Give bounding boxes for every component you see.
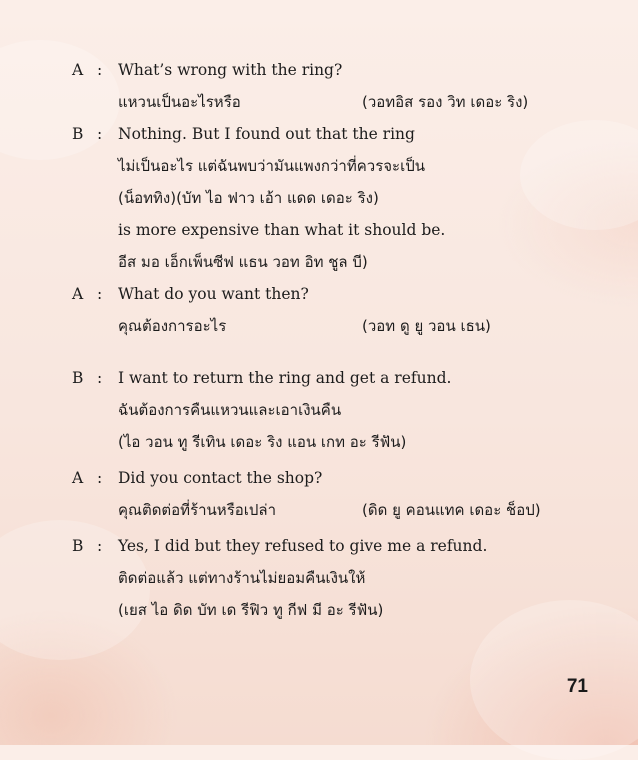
pronunciation: (ดิด ยู คอนแทค เดอะ ช็อป) — [362, 501, 541, 519]
pronunciation-continued: อีส มอ เอ็กเพ็นซีฟ แธน วอท อิท ชูล บี) — [118, 253, 368, 271]
translation-line — [0, 494, 638, 526]
speaker-label: A — [72, 469, 84, 487]
english-sentence: What do you want then? — [118, 285, 309, 303]
thai-translation: ติดต่อแล้ว แต่ทางร้านไม่ยอมคืนเงินให้ — [118, 569, 366, 587]
speaker-label: B — [72, 369, 84, 387]
dialogue-line-a3 — [0, 462, 638, 494]
english-sentence: Did you contact the shop? — [118, 469, 323, 487]
english-sentence: Yes, I did but they refused to give me a refund. — [118, 537, 488, 555]
colon: : — [97, 469, 103, 487]
pronunciation: (น็อททิง)(บัท ไอ ฟาว เอ้า แดด เดอะ ริง) — [118, 189, 379, 207]
speaker-label: A — [72, 285, 84, 303]
colon: : — [97, 369, 103, 387]
dialogue-line-a1 — [0, 54, 638, 86]
colon: : — [97, 285, 103, 303]
english-sentence-continued: is more expensive than what it should be. — [118, 221, 446, 239]
dialogue-line-b3 — [0, 530, 638, 562]
speaker-label: B — [72, 125, 84, 143]
pronunciation-line — [0, 426, 638, 458]
translation-line — [0, 86, 638, 118]
translation-line — [0, 150, 638, 182]
colon: : — [97, 537, 103, 555]
thai-translation: ฉันต้องการคืนแหวนและเอาเงินคืน — [118, 401, 342, 419]
pronunciation: (วอทอิส รอง วิท เดอะ ริง) — [362, 93, 529, 111]
english-sentence: Nothing. But I found out that the ring — [118, 125, 415, 143]
page-number: 71 — [566, 676, 588, 697]
thai-translation: คุณต้องการอะไร — [118, 317, 227, 335]
dialogue-line-a2 — [0, 278, 638, 310]
speaker-label: B — [72, 537, 84, 555]
pronunciation: (วอท ดู ยู วอน เธน) — [362, 317, 491, 335]
english-sentence: I want to return the ring and get a refund. — [118, 369, 452, 387]
pronunciation: (เยส ไอ ดิด บัท เด รีฟิว ทู กีฟ มี อะ รีฟัน) — [118, 601, 384, 619]
english-continuation-line — [0, 214, 638, 246]
colon: : — [97, 125, 103, 143]
translation-line — [0, 310, 638, 342]
pronunciation-line — [0, 594, 638, 626]
thai-translation: ไม่เป็นอะไร แต่ฉันพบว่ามันแพงกว่าที่ควรจะเป็น — [118, 157, 426, 175]
english-sentence: What’s wrong with the ring? — [118, 61, 343, 79]
speaker-label: A — [72, 61, 84, 79]
thai-translation: คุณติดต่อที่ร้านหรือเปล่า — [118, 501, 277, 519]
dialogue-line-b2 — [0, 362, 638, 394]
colon: : — [97, 61, 103, 79]
translation-line — [0, 562, 638, 594]
pronunciation-line — [0, 182, 638, 214]
dialogue-line-b1 — [0, 118, 638, 150]
translation-line — [0, 394, 638, 426]
pronunciation: (ไอ วอน ทู รีเทิน เดอะ ริง แอน เกท อะ รีฟัน) — [118, 433, 407, 451]
thai-translation: แหวนเป็นอะไรหรือ — [118, 93, 241, 111]
pronunciation-line — [0, 246, 638, 278]
